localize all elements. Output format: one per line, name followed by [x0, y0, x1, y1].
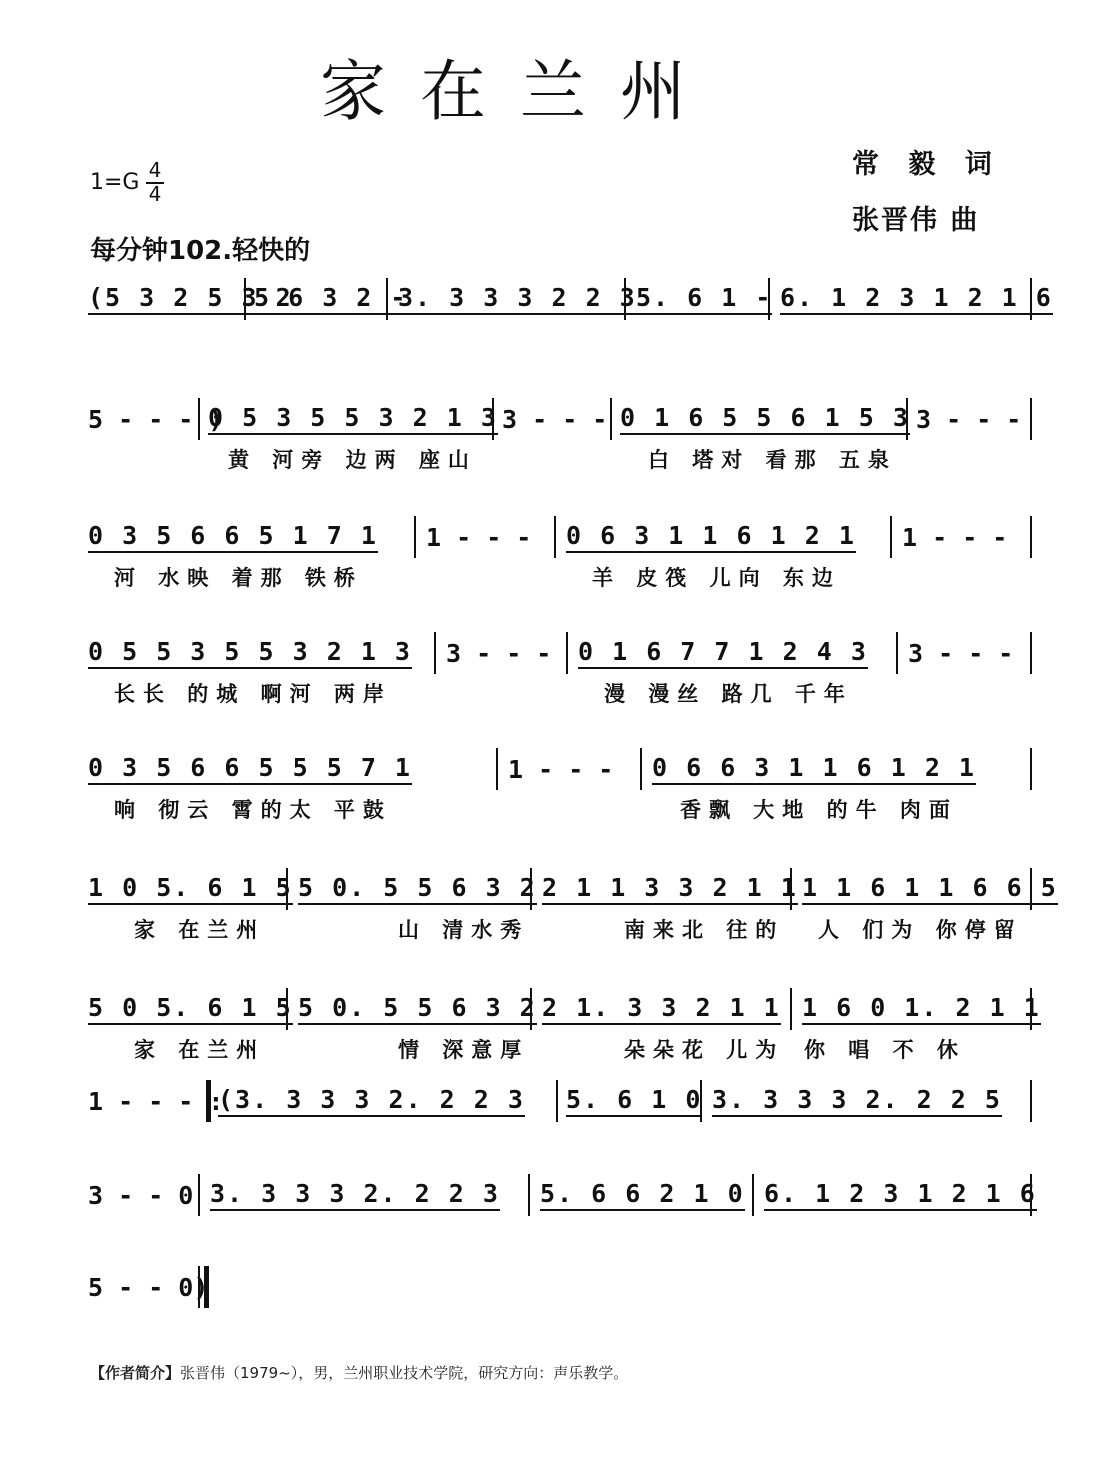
- author-bio-text: 张晋伟（1979~），男，兰州职业技术学院，研究方向：声乐教学。: [180, 1364, 629, 1382]
- song-title: 家在兰州: [320, 53, 720, 130]
- score-system-9: [88, 1172, 1037, 1218]
- lyric-line: 情 深意厚: [398, 1038, 530, 1062]
- measure: 1 - - -: [426, 522, 532, 552]
- score-system-3: [88, 514, 1033, 592]
- measure: (5 3 2 5 3 2: [88, 284, 293, 315]
- measure: 1 - - - :: [88, 1086, 224, 1116]
- measure: 5. 6 1 0: [566, 1086, 702, 1117]
- measure: 0 5 3 5 5 3 2 1 3: [208, 404, 498, 435]
- tempo-marking: 每分钟102.轻快的: [90, 236, 311, 266]
- lyric-line: 河 水映 着那 铁桥: [114, 566, 363, 590]
- score-system-6: [88, 866, 1058, 944]
- lyricist-credit: 常 毅 词: [852, 149, 1002, 180]
- score-system-8: [88, 1078, 1033, 1124]
- measure: 0 3 5 6 6 5 5 5 7 1: [88, 754, 412, 785]
- measure: 5 6 3 2 -: [254, 284, 407, 315]
- measure: 2 1 1 3 3 2 1 1: [542, 874, 798, 905]
- key-signature: 1=G: [90, 170, 140, 195]
- lyric-line: 人 们为 你停留: [818, 918, 1023, 942]
- measure: 1 - - -: [508, 754, 614, 784]
- score-system-4: [88, 630, 1033, 708]
- measure: 1 6 0 1. 2 1 1: [802, 994, 1041, 1025]
- measure: 3 - - -: [916, 404, 1022, 434]
- measure: 5. 6 1 -: [636, 284, 772, 315]
- score-system-10: [88, 1264, 1033, 1310]
- score-system-2: [88, 396, 1033, 474]
- measure: 2 1. 3 3 2 1 1: [542, 994, 781, 1025]
- measure: 3 - - 0: [88, 1180, 194, 1210]
- measure: 0 3 5 6 6 5 1 7 1: [88, 522, 378, 553]
- measure: 3 - - -: [908, 638, 1014, 668]
- measure: 6. 1 2 3 1 2 1 6: [764, 1180, 1037, 1211]
- lyric-line: 黄 河旁 边两 座山: [228, 448, 477, 472]
- measure: 5. 6 6 2 1 0: [540, 1180, 745, 1211]
- author-bio: [90, 1362, 628, 1383]
- measure: 5 0. 5 5 6 3 2: [298, 994, 537, 1025]
- lyric-line: 漫 漫丝 路几 千年: [604, 682, 853, 706]
- time-signature-bottom: 4: [148, 182, 162, 206]
- measure: 1 - - -: [902, 522, 1008, 552]
- measure: 3. 3 3 3 2. 2 2 5: [712, 1086, 1002, 1117]
- lyric-line: 长长 的城 啊河 两岸: [114, 682, 392, 706]
- lyric-line: 家 在兰州: [134, 1038, 266, 1062]
- lyric-line: 南来北 往的: [624, 918, 785, 942]
- score-system-1: [88, 276, 1053, 322]
- lyric-line: 白 塔对 看那 五泉: [648, 448, 897, 472]
- composer-credit: 张晋伟 曲: [852, 205, 980, 236]
- lyric-line: 你 唱 不 休: [804, 1038, 966, 1062]
- lyric-line: 香飘 大地 的牛 肉面: [680, 798, 958, 822]
- measure: 3. 3 3 3 2 2 3: [398, 284, 637, 315]
- measure: 0 6 3 1 1 6 1 2 1: [566, 522, 856, 553]
- score-system-5: [88, 746, 1033, 824]
- measure: (3. 3 3 3 2. 2 2 3: [218, 1086, 525, 1117]
- author-bio-label: 【作者简介】: [90, 1364, 181, 1382]
- lyric-line: 家 在兰州: [134, 918, 266, 942]
- time-signature: [146, 158, 164, 206]
- measure: 3 - - -: [446, 638, 552, 668]
- measure: 5 - - 0): [88, 1272, 209, 1302]
- score-system-7: [88, 986, 1041, 1064]
- measure: 3 - - -: [502, 404, 608, 434]
- measure: 5 - - - ): [88, 404, 224, 434]
- measure: 1 1 6 1 1 6 6 5: [802, 874, 1058, 905]
- measure: 0 1 6 7 7 1 2 4 3: [578, 638, 868, 669]
- lyric-line: 羊 皮筏 儿向 东边: [592, 566, 841, 590]
- time-signature-top: 4: [148, 158, 162, 182]
- measure: 0 5 5 3 5 5 3 2 1 3: [88, 638, 412, 669]
- measure: 6. 1 2 3 1 2 1 6: [780, 284, 1053, 315]
- measure: 0 6 6 3 1 1 6 1 2 1: [652, 754, 976, 785]
- lyric-line: 朵朵花 儿为: [624, 1038, 785, 1062]
- measure: 5 0 5. 6 1 5: [88, 994, 293, 1025]
- measure: 1 0 5. 6 1 5: [88, 874, 293, 905]
- measure: 3. 3 3 3 2. 2 2 3: [210, 1180, 500, 1211]
- lyric-line: 山 清水秀: [398, 918, 530, 942]
- measure: 5 0. 5 5 6 3 2: [298, 874, 537, 905]
- lyric-line: 响 彻云 霄的太 平鼓: [114, 798, 392, 822]
- measure: 0 1 6 5 5 6 1 5 3: [620, 404, 910, 435]
